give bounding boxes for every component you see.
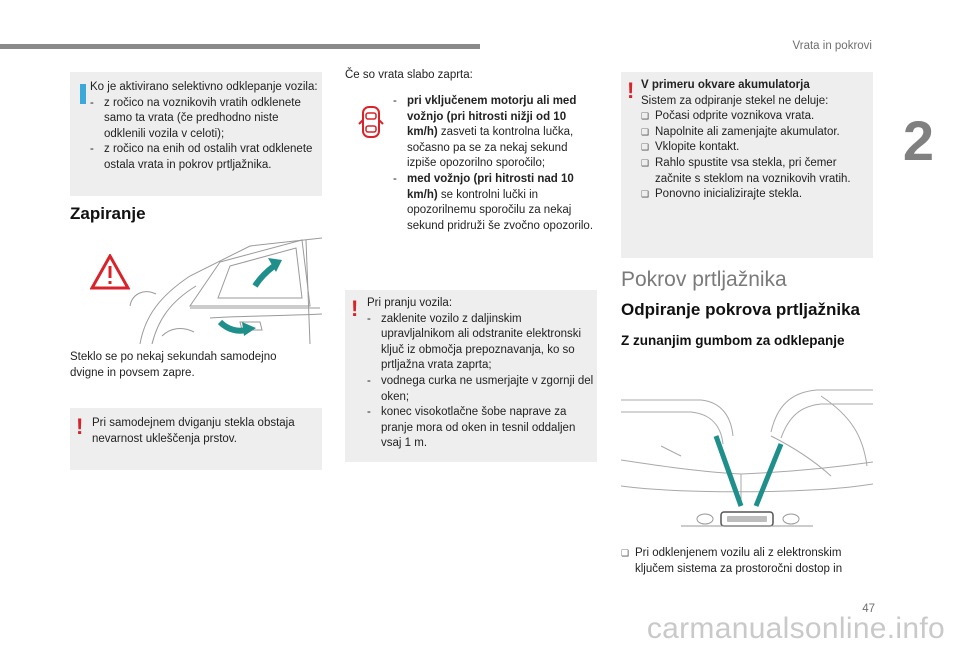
right-pointer-arrow [756,444,781,506]
battery-step: ❑ Rahlo spustite vsa stekla, pri čemer začnite s steklom na voznikovih vratih. [641,156,869,187]
battery-title: V primeru okvare akumulatorja [641,79,810,91]
heading-odpiranje: Odpiranje pokrova prtljažnika [621,300,861,319]
warning-icon [90,254,130,294]
page-number: 47 [862,603,875,615]
warn-text-pinch: Pri samodejnem dviganju stekla obstaja nevarnost ukleščenja prstov. [92,417,295,445]
door-intro: Če so vrata slabo zaprta: [345,69,473,81]
section-label: Vrata in pokrovi [792,40,872,52]
alert-item-low-speed: - pri vključenem motorju ali med vožnjo (pri hitrosti nižji od 10 km/h) zasveti ta kontrolna lučka, sočasno pa se za nekaj sekund izpiše opozorilno sporočilo; [393,94,598,172]
heading-pokrov: Pokrov prtljažnika [621,268,787,291]
subheading-external-button: Z zunanjim gumbom za odklepanje [621,333,845,348]
warning-icon: ! [351,296,359,321]
heading-zapiranje: Zapiranje [70,204,146,223]
warn-box-washing [345,290,597,462]
header-bar [0,44,480,49]
warn-box-battery [621,72,873,258]
battery-step: ❑ Napolnite ali zamenjajte akumulator. [641,125,869,141]
info-intro: Ko je aktivirano selektivno odklepanje vozila: [90,81,318,93]
warn-box-pinch [70,408,322,470]
battery-intro: Sistem za odpiranje stekel ne deluje: [641,94,829,107]
door-open-alert-icon [358,104,384,140]
washing-item: - vodnega curka ne usmerjajte v zgornji del oken; [367,374,595,405]
tailgate-button-illustration [621,376,873,538]
alert-item-high-speed: - med vožnjo (pri hitrosti nad 10 km/h) se kontrolni lučki in opozorilnemu sporočilu za nekaj sekund pridruži še zvočno opozorilo. [393,172,598,234]
info-item: - z ročico na enih od ostalih vrat odklenete ostala vrata in pokrov prtljažnika. [90,142,318,173]
tailgate-drawing [621,376,873,538]
battery-step: ❑ Vklopite kontakt. [641,140,869,156]
washing-item: - konec visokotlačne šobe naprave za pranje mora od oken in tesnil oddaljen vsaj 1 m. [367,405,595,452]
battery-step: ❑ Počasi odprite voznikova vrata. [641,109,869,125]
up-arrow-icon [255,266,274,286]
window-closing-illustration [70,236,322,344]
washing-intro: Pri pranju vozila: [367,297,453,309]
info-item: - z ročico na voznikovih vratih odklenete samo ta vrata (če predhodno niste odklenili vozila v celoti); [90,96,318,143]
battery-step: ❑ Ponovno inicializirajte stekla. [641,187,869,203]
bottom-step: ❑ Pri odklenjenem vozilu ali z elektronskim ključem sistema za prostoročni dostop in [621,546,866,577]
warning-icon: ! [76,414,84,439]
left-pointer-arrow [716,436,741,506]
warning-icon: ! [627,78,635,103]
info-box-selective-unlock [70,72,322,196]
chapter-number: 2 [902,109,934,172]
caption-closing: Steklo se po nekaj sekundah samodejno dvigne in povsem zapre. [70,351,277,379]
watermark: carmanualsonline.info [646,612,945,645]
handle-arrow-icon [220,322,246,331]
unlock-button-icon [681,512,813,526]
info-icon [80,84,86,104]
washing-item: - zaklenite vozilo z daljinskim upravljalnikom ali odstranite elektronski ključ iz območja prepoznavanja, ko so prtljažna vrata zaprta; [367,312,595,374]
